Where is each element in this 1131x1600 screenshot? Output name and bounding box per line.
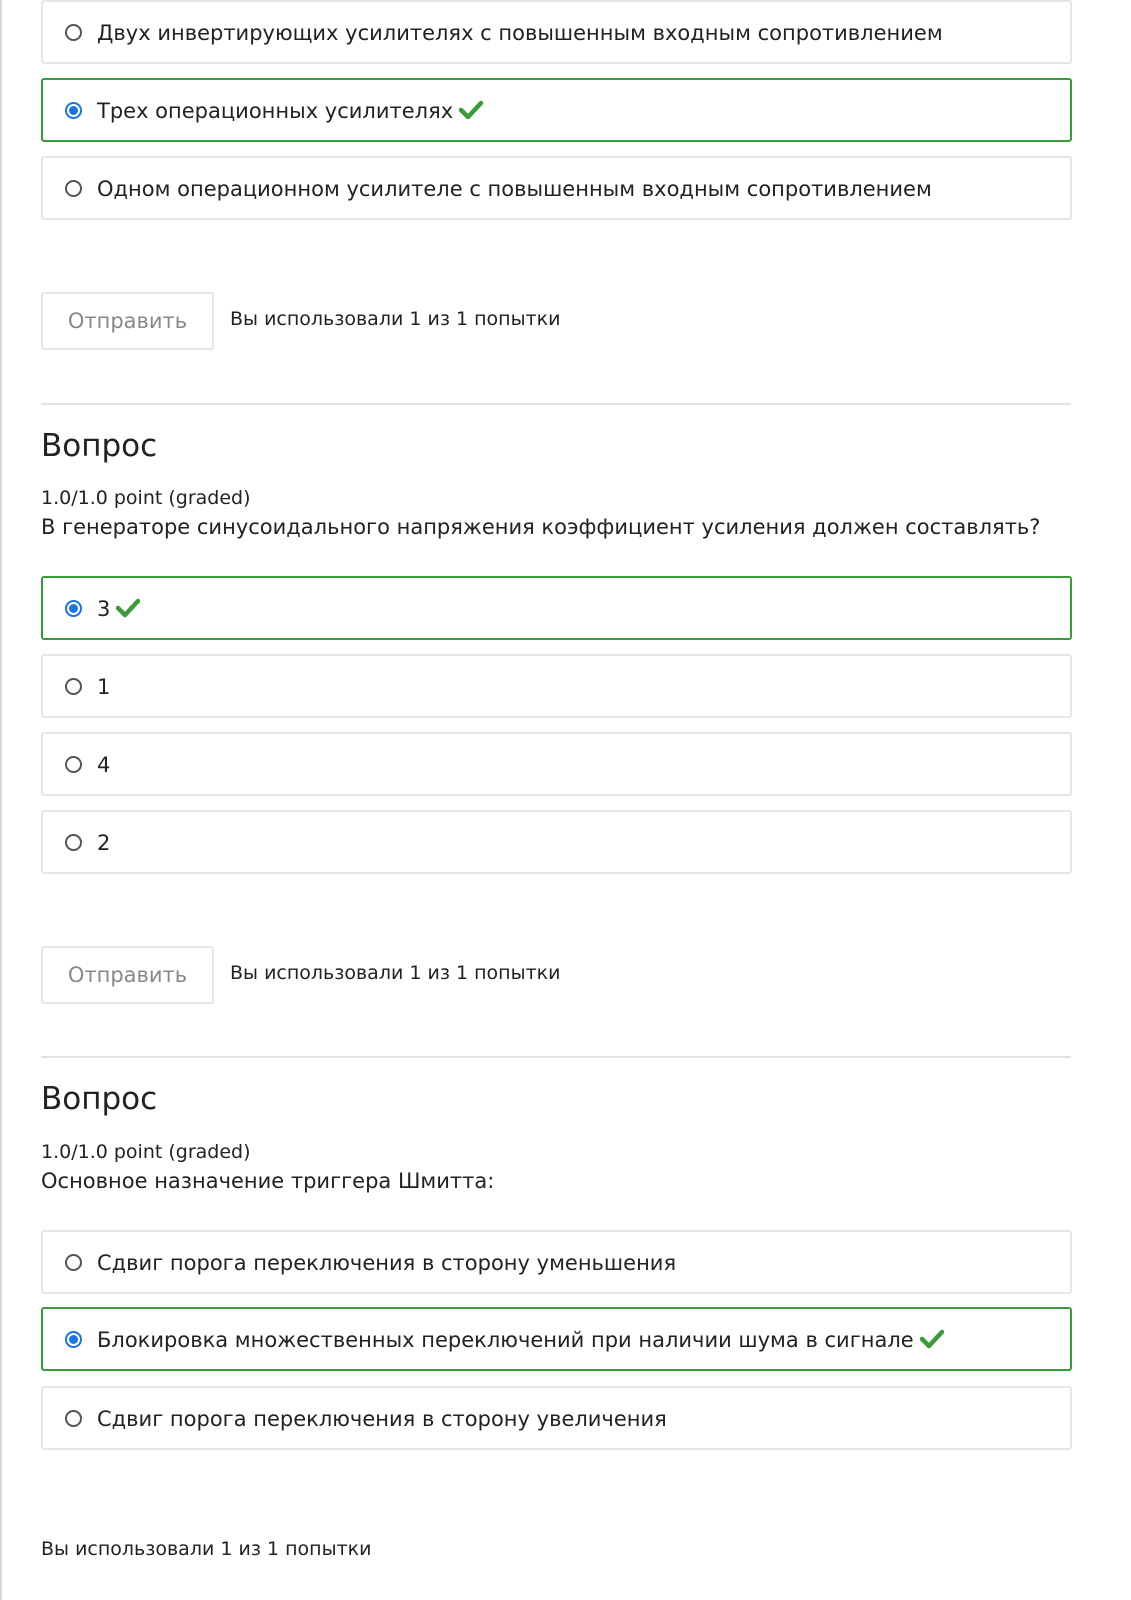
page-left-edge [0,0,2,1600]
answer-option-label: 3 [97,596,140,622]
checkmark-icon [116,598,140,618]
answer-option[interactable] [41,0,1072,64]
question-title: Вопрос [41,428,158,464]
question-title: Вопрос [41,1081,158,1117]
answer-option-label: Трех операционных усилителях [97,98,483,124]
radio-button-selected[interactable] [65,600,82,617]
radio-button[interactable] [65,24,82,41]
checkmark-icon [920,1329,944,1349]
answer-option-label: 2 [97,831,111,855]
submit-button[interactable]: Отправить [41,292,214,350]
answer-option-label: Двух инвертирующих усилителях с повышенным входным сопротивлением [97,21,943,45]
question-text: Основное назначение триггера Шмитта: [41,1169,495,1193]
attempts-text: Вы использовали 1 из 1 попытки [230,962,561,984]
question-points: 1.0/1.0 point (graded) [41,1141,251,1163]
answer-option[interactable] [41,1386,1072,1450]
answer-option-label: Сдвиг порога переключения в сторону уменьшения [97,1251,677,1275]
attempts-text: Вы использовали 1 из 1 попытки [41,1538,372,1560]
answer-option-correct[interactable] [41,1307,1072,1371]
section-divider [41,1056,1071,1058]
answer-option-label: Блокировка множественных переключений при наличии шума в сигнале [97,1327,944,1353]
answer-option-correct[interactable] [41,78,1072,142]
radio-button[interactable] [65,1254,82,1271]
radio-button[interactable] [65,678,82,695]
checkmark-icon [459,100,483,120]
answer-option[interactable] [41,156,1072,220]
submit-button[interactable]: Отправить [41,946,214,1004]
radio-button-selected[interactable] [65,102,82,119]
answer-option-label: 1 [97,675,111,699]
answer-option[interactable] [41,1230,1072,1294]
answer-option-label: Сдвиг порога переключения в сторону увеличения [97,1407,667,1431]
radio-button[interactable] [65,756,82,773]
attempts-text: Вы использовали 1 из 1 попытки [230,308,561,330]
answer-option-label: Одном операционном усилителе с повышенным входным сопротивлением [97,177,932,201]
answer-option[interactable] [41,732,1072,796]
radio-button-selected[interactable] [65,1331,82,1348]
answer-option[interactable] [41,810,1072,874]
radio-button[interactable] [65,834,82,851]
radio-button[interactable] [65,180,82,197]
question-points: 1.0/1.0 point (graded) [41,487,251,509]
question-text: В генераторе синусоидального напряжения коэффициент усиления должен составлять? [41,515,1041,539]
section-divider [41,403,1071,405]
answer-option[interactable] [41,654,1072,718]
answer-option-correct[interactable] [41,576,1072,640]
radio-button[interactable] [65,1410,82,1427]
answer-option-label: 4 [97,753,111,777]
